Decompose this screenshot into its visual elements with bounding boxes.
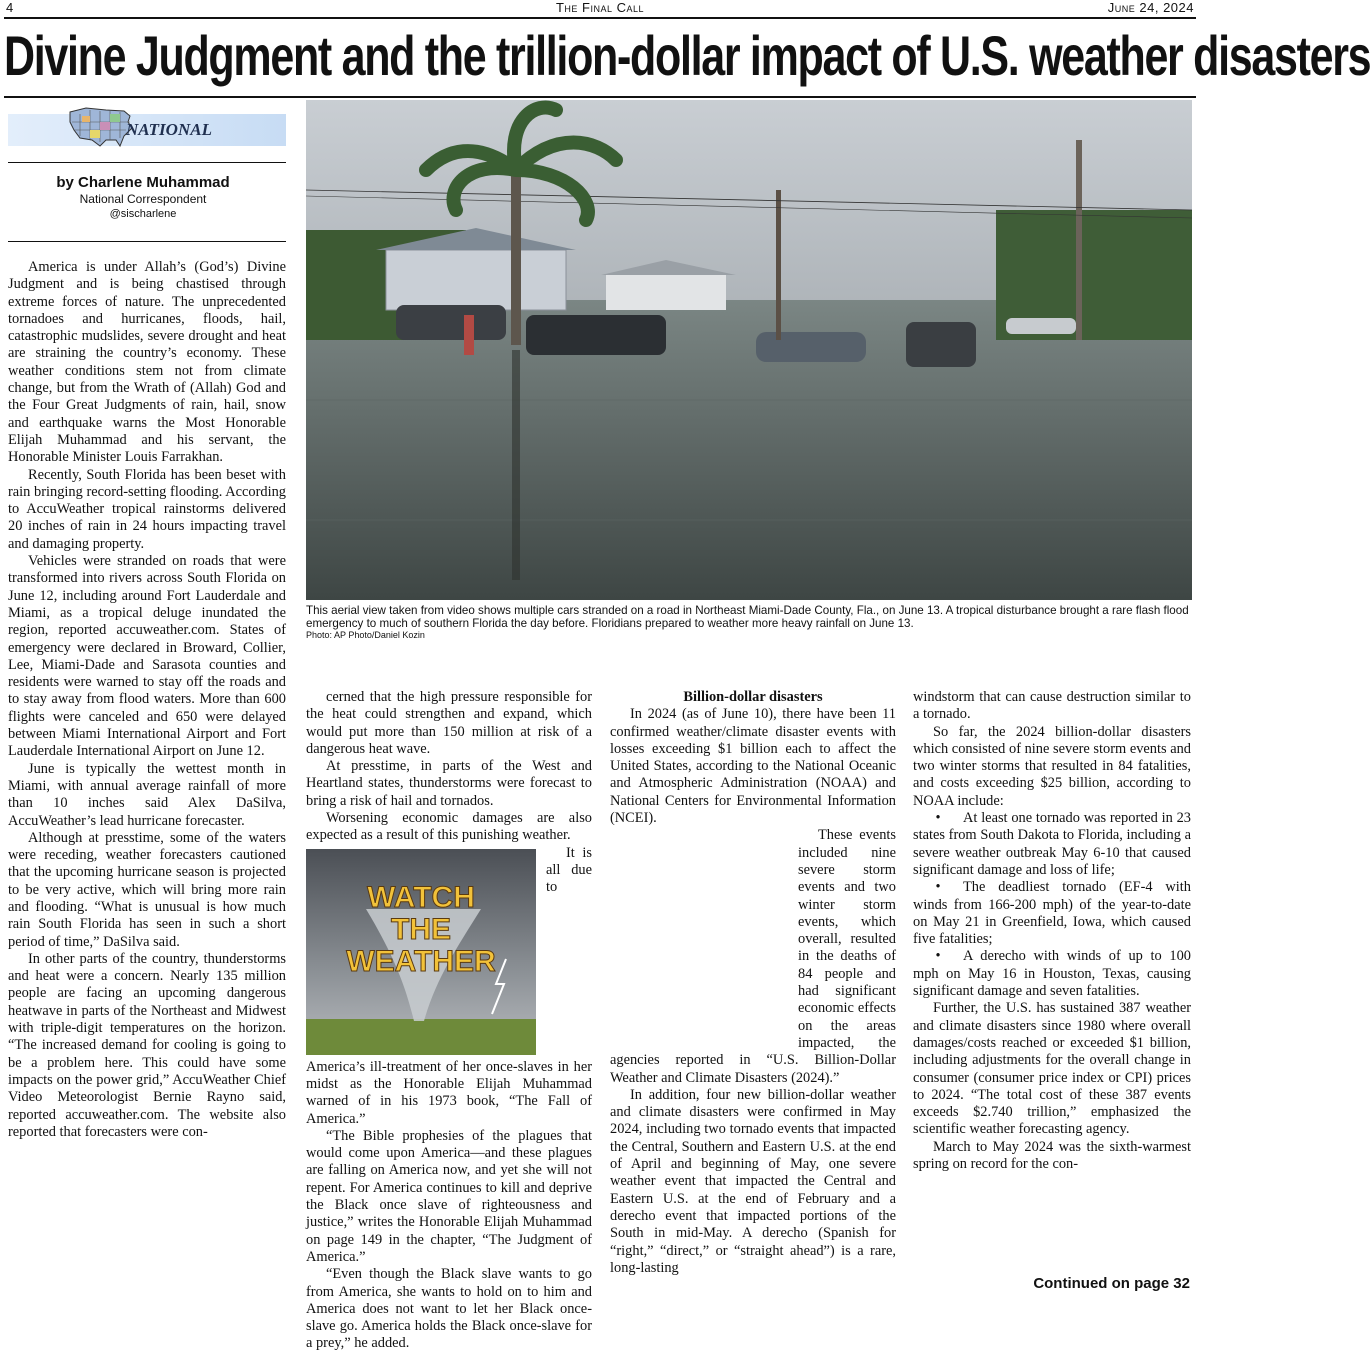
paragraph: Recently, South Florida has been beset with rain bringing record-setting flooding. According to AccuWeather tropical rainstorms delivered 20 inches of rain in 24 hours impacting travel and damaging property. bbox=[8, 466, 286, 552]
bullet-mark: • bbox=[935, 810, 941, 827]
page-number: 4 bbox=[6, 0, 14, 15]
subheading: Billion-dollar disasters bbox=[683, 689, 823, 705]
article-column-3 bbox=[610, 689, 896, 1277]
paper-name: The Final Call bbox=[555, 0, 645, 15]
graphic-line3: WEATHER bbox=[346, 944, 496, 978]
paragraph: So far, the 2024 billion-dollar disasters which consisted of nine severe storm events and two winter storms that resulted in 84 fatalities, and costs exceeding $25 billion, according to NOAA include: bbox=[913, 723, 1191, 809]
graphic-line1: WATCH bbox=[367, 880, 475, 914]
headline: Divine Judgment and the trillion-dollar impact of U.S. weather disasters bbox=[4, 25, 1370, 89]
headline-rule bbox=[4, 96, 1196, 98]
section-label: NATIONAL bbox=[126, 120, 212, 139]
list-item bbox=[913, 948, 1191, 1000]
paragraph: Further, the U.S. has sustained 387 weather and climate disasters since 1980 where overall damages/costs reached or exceeded $1 billion, including adjustments for the overall change in consumer (consumer price index or CPI) prices to 2024. “The total cost of these 387 events exceeds $2.740 trillion,” emphasized the scientific weather forecasting agency. bbox=[913, 1000, 1191, 1138]
paragraph: cerned that the high pressure responsible for the heat could strengthen and expand, which would put more than 150 million at risk of a dangerous heat wave. bbox=[306, 689, 592, 757]
paragraph: “The Bible prophesies of the plagues that would come upon America—and these plagues are falling on America now, and yet she will not repent. For America continues to kill and deprive the Black once slave of righteousness and justice,” writes the Honorable Elijah Muhammad on page 149 in the chapter, “The Judgment of America.” bbox=[306, 1127, 592, 1265]
section-logo bbox=[8, 100, 286, 158]
byline-rule-top bbox=[8, 162, 286, 163]
bullet-mark: • bbox=[935, 948, 941, 965]
photo-caption bbox=[306, 604, 1192, 641]
paragraph: March to May 2024 was the sixth-warmest spring on record for the con- bbox=[913, 1138, 1191, 1173]
list-item bbox=[913, 810, 1191, 879]
paragraph: America is under Allah’s (God’s) Divine Judgment and is being chastised through extreme forces of nature. The unprecedented tornadoes and hurricanes, floods, hail, catastrophic mudslides, severe drought and heat are straining the country’s economy. These weather conditions stem not from climate change, but from the Wrath of (Allah) God and the Four Great Judgments of rain, hail, snow and earthquake warns the Most Honorable Elijah Muhammad and his servant, the Honorable Minister Louis Farrakhan. bbox=[8, 259, 286, 466]
byline bbox=[8, 174, 278, 221]
author-role: National Correspondent bbox=[79, 192, 207, 206]
author-handle: @sischarlene bbox=[109, 208, 177, 220]
byline-rule-bottom bbox=[8, 241, 286, 242]
paragraph: Worsening economic damages are also expected as a result of this punishing weather. bbox=[306, 810, 592, 844]
author-name: by Charlene Muhammad bbox=[56, 174, 230, 191]
paragraph: It is all due to America’s ill-treatment of her once-slaves in her midst as the Honorable Elijah Muhammad warned of in his 1973 book, “The Fall of America.” bbox=[306, 844, 592, 1127]
photo-credit: Photo: AP Photo/Daniel Kozin bbox=[306, 630, 425, 640]
article-column-2 bbox=[306, 689, 592, 1353]
list-item-text: The deadliest tornado (EF-4 with winds from 166-200 mph) of the year-to-date on May 21 in Greenfield, Iowa, which caused five fatalities; bbox=[913, 879, 1191, 948]
paragraph: In addition, four new billion-dollar weather and climate disasters were confirmed in May 2024, including two tornado events that impacted the Central, Southern and Eastern U.S. at the end of April and beginning of May, one severe weather event that impacted the Central and Eastern U.S. at the end of February and a derecho event that impacted portions of the South in mid-May. A derecho (Spanish for “right,” “direct,” or “straight ahead”) is a rare, long-lasting bbox=[610, 1086, 896, 1276]
paragraph: “Even though the Black slave wants to go from America, she wants to hold on to him and America does not want to let her Black once-slave go. America holds the Black once-slave for a prey,” he added. bbox=[306, 1266, 592, 1352]
paragraph: At presstime, in parts of the West and Heartland states, thunderstorms were forecast to bring a risk of hail and tornados. bbox=[306, 758, 592, 809]
list-item bbox=[913, 879, 1191, 948]
article-column-1 bbox=[8, 259, 286, 1141]
continued-notice[interactable]: Continued on page 32 bbox=[1033, 1275, 1190, 1292]
paragraph: In other parts of the country, thunderstorms and heat were a concern. Nearly 135 million people are facing an upcoming dangerous heatwave in parts of the Northeast and Midwest with triple-digit temperatures on the horizon. “The increased demand for cooling is going to be a problem here. This could have some impacts on the power grid,” AccuWeather Chief Video Meteorologist Bernie Rayno said, reported accuweather.com. The website also reported that forecasters were con- bbox=[8, 950, 286, 1140]
paragraph: Although at presstime, some of the waters were receding, weather forecasters cautioned that the upcoming hurricane season is projected to be very active, which will bring more rain and flooding. “What is unusual is how much rain South Florida has seen in such a short period of time,” DaSilva said. bbox=[8, 829, 286, 950]
paragraph: These events included nine severe storm events and two winter storm events, which overall, resulted in the deaths of 84 people and had significant economic effects on the areas impacted, the agencies reported in “U.S. Billion-Dollar Weather and Climate Disasters (2024).” bbox=[610, 827, 896, 1086]
list-item-text: A derecho with winds of up to 100 mph on May 16 in Houston, Texas, causing significant damage and seven fatalities. bbox=[913, 948, 1191, 1000]
flooded-street-image bbox=[306, 100, 1192, 600]
caption-text: This aerial view taken from video shows multiple cars stranded on a road in Northeast Miami-Dade County, Fla., on June 13. A tropical disturbance brought a rare flash flood emergency to much of southern Florida the day before. Floridians prepared to weather more heavy rainfall on June 13. bbox=[306, 604, 1189, 630]
watch-the-weather-graphic bbox=[306, 849, 536, 1055]
paragraph: windstorm that can cause destruction similar to a tornado. bbox=[913, 689, 1191, 723]
flood-photo bbox=[306, 100, 1192, 600]
graphic-line2: THE bbox=[391, 912, 451, 946]
issue-date: June 24, 2024 bbox=[1107, 0, 1194, 15]
paragraph: In 2024 (as of June 10), there have been 11 confirmed weather/climate disaster events with losses exceeding $1 billion each to affect the United States, according to the National Oceanic and Atmospheric Administration (NOAA) and National Centers for Environmental Information (NCEI). bbox=[610, 706, 896, 827]
list-item-text: At least one tornado was reported in 23 states from South Dakota to Florida, including a severe weather outbreak May 6-10 that caused significant damage and loss of life; bbox=[913, 810, 1191, 878]
paragraph: Vehicles were stranded on roads that were transformed into rivers across South Florida on June 12, including around Fort Lauderdale and Miami, as a tropical deluge inundated the region, reported accuweather.com. States of emergency were declared in Broward, Collier, Lee, Miami-Dade and Sarasota counties and residents were warned to stay off the roads and to stay away from flood waters. More than 600 flights were canceled and 650 were delayed between Miami International Airport and Fort Lauderdale International Airport on June 12. bbox=[8, 553, 286, 760]
paragraph: June is typically the wettest month in Miami, with annual average rainfall of more than 10 inches said Alex DaSilva, AccuWeather’s lead hurricane forecaster. bbox=[8, 760, 286, 829]
bullet-mark: • bbox=[935, 879, 941, 896]
graphic-wrap-space bbox=[610, 831, 790, 1037]
article-column-4 bbox=[913, 689, 1191, 1173]
